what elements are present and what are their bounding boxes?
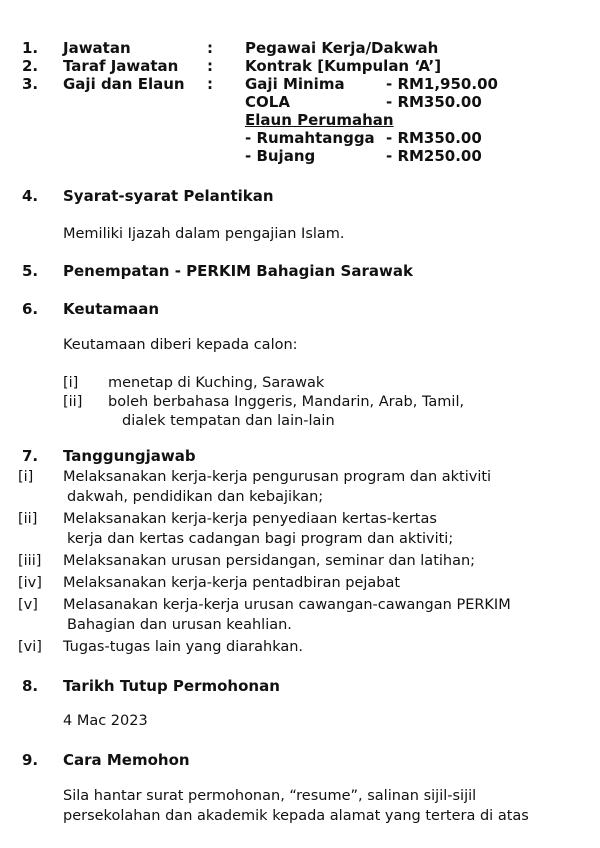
section-number: 8.	[22, 677, 39, 695]
list-marker: [iv]	[18, 575, 42, 591]
section-title: Cara Memohon	[63, 751, 190, 769]
section-body: Sila hantar surat permohonan, “resume”, salinan sijil-sijil	[63, 788, 477, 804]
detail-value: Kontrak [Kumpulan ‘A’]	[245, 57, 442, 75]
salary-name: - Bujang	[245, 147, 316, 165]
list-marker: [i]	[63, 375, 79, 391]
list-marker: [ii]	[18, 511, 38, 527]
closing-date: 4 Mac 2023	[63, 713, 148, 729]
section-body: Memiliki Ijazah dalam pengajian Islam.	[63, 226, 345, 242]
section-title: Tarikh Tutup Permohonan	[63, 677, 280, 695]
list-item: menetap di Kuching, Sarawak	[108, 375, 325, 391]
section-number: 5.	[22, 262, 39, 280]
list-item: Melaksanakan urusan persidangan, seminar dan latihan;	[63, 553, 476, 569]
item-number: 1.	[22, 39, 39, 57]
section-number: 9.	[22, 751, 39, 769]
section-title: Syarat-syarat Pelantikan	[63, 187, 274, 205]
section-number: 4.	[22, 187, 39, 205]
detail-colon: :	[207, 57, 213, 75]
salary-amount: - RM350.00	[386, 93, 482, 111]
list-marker: [i]	[18, 469, 34, 485]
detail-label: Jawatan	[63, 39, 131, 57]
salary-subheading: Elaun Perumahan	[245, 111, 394, 129]
list-item-continuation: kerja dan kertas cadangan bagi program dan aktiviti;	[67, 531, 454, 547]
section-body: persekolahan dan akademik kepada alamat yang tertera di atas	[63, 808, 529, 824]
list-item: Melaksanakan kerja-kerja penyediaan kertas-kertas	[63, 511, 437, 527]
list-marker: [iii]	[18, 553, 42, 569]
list-item: Melasanakan kerja-kerja urusan cawangan-cawangan PERKIM	[63, 597, 511, 613]
salary-amount: - RM250.00	[386, 147, 482, 165]
salary-name: COLA	[245, 93, 290, 111]
salary-name: - Rumahtangga	[245, 129, 375, 147]
section-number: 7.	[22, 447, 39, 465]
item-number: 2.	[22, 57, 39, 75]
salary-amount: - RM350.00	[386, 129, 482, 147]
detail-label: Taraf Jawatan	[63, 57, 179, 75]
list-marker: [v]	[18, 597, 38, 613]
list-item: Melaksanakan kerja-kerja pentadbiran pejabat	[63, 575, 401, 591]
item-number: 3.	[22, 75, 39, 93]
section-title: Penempatan - PERKIM Bahagian Sarawak	[63, 262, 413, 280]
detail-value: Pegawai Kerja/Dakwah	[245, 39, 439, 57]
section-intro: Keutamaan diberi kepada calon:	[63, 337, 298, 353]
list-item-continuation: dialek tempatan dan lain-lain	[122, 413, 335, 429]
salary-amount: - RM1,950.00	[386, 75, 498, 93]
section-title: Keutamaan	[63, 300, 160, 318]
section-title: Tanggungjawab	[63, 447, 196, 465]
detail-colon: :	[207, 75, 213, 93]
section-number: 6.	[22, 300, 39, 318]
list-item-continuation: dakwah, pendidikan dan kebajikan;	[67, 489, 324, 505]
detail-colon: :	[207, 39, 213, 57]
detail-label: Gaji dan Elaun	[63, 75, 185, 93]
list-marker: [vi]	[18, 639, 42, 655]
list-item: Tugas-tugas lain yang diarahkan.	[63, 639, 304, 655]
list-item: boleh berbahasa Inggeris, Mandarin, Arab, Tamil,	[108, 394, 465, 410]
list-marker: [ii]	[63, 394, 83, 410]
list-item: Melaksanakan kerja-kerja pengurusan program dan aktiviti	[63, 469, 492, 485]
list-item-continuation: Bahagian dan urusan keahlian.	[67, 617, 292, 633]
salary-name: Gaji Minima	[245, 75, 345, 93]
